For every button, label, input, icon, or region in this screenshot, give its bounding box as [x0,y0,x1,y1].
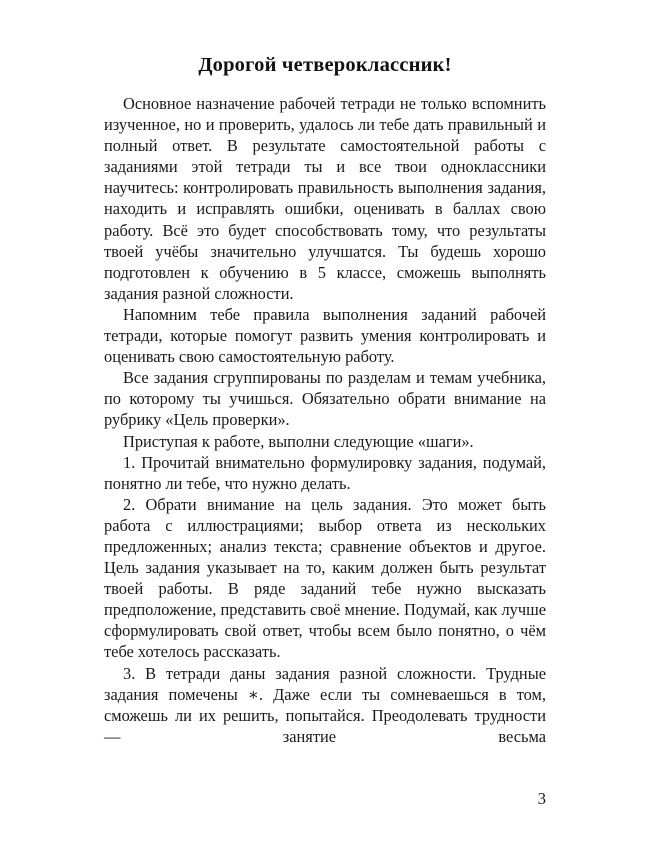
paragraph-rules-reminder: Напомним тебе правила выполнения заданий рабочей тетради, которые помогут развить умения контролировать и оценивать свою самостоятельную работу. [104,304,546,367]
page-content [104,52,546,768]
paragraph-steps-lead: Приступая к работе, выполни следующие «шаги». [123,431,474,451]
page-number: 3 [537,789,546,808]
paragraph-step-1: 1. Прочитай внимательно формулировку задания, подумай, понятно ли тебе, что нужно делать. [104,452,546,493]
paragraph-step-3: 3. В тетради даны задания разной сложности. Трудные задания помечены ∗. Даже если ты сомневаешься в том, сможешь ли их решить, попытайся. Преодолевать трудности — занятие весьма [104,663,546,746]
paragraph-tasks-grouping: Все задания сгруппированы по разделам и темам учебника, по которому ты учишься. Обязательно обрати внимание на рубрику «Цель проверки». [104,368,546,430]
page-title: Дорогой четвероклассник! [198,54,452,76]
paragraph-intro: Основное назначение рабочей тетради не только вспомнить изученное, но и проверить, удалось ли тебе дать правильный и полный ответ. В результате самостоятельной работы с заданиями этой тетради ты и все твои одноклассники научитесь: контролировать правильность выполнения задания, находить и исправлять ошибки, оценивать в баллах свою работу. Всё это будет способствовать тому, что результаты твоей учёбы значительно улучшатся. Ты будешь хорошо подготовлен к обучению в 5 классе, сможешь выполнять задания разной сложности. [104,94,546,303]
paragraph-step-2: 2. Обрати внимание на цель задания. Это может быть работа с иллюстрациями; выбор ответа из нескольких предложенных; анализ текста; сравнение объектов и другое. Цель задания указывает на то, каким должен быть результат твоей работы. В ряде заданий тебе нужно высказать предположение, представить своё мнение. Подумай, как лучше сформулировать свой ответ, чтобы всем было понятно, о чём тебе хотелось рассказать. [104,494,546,662]
